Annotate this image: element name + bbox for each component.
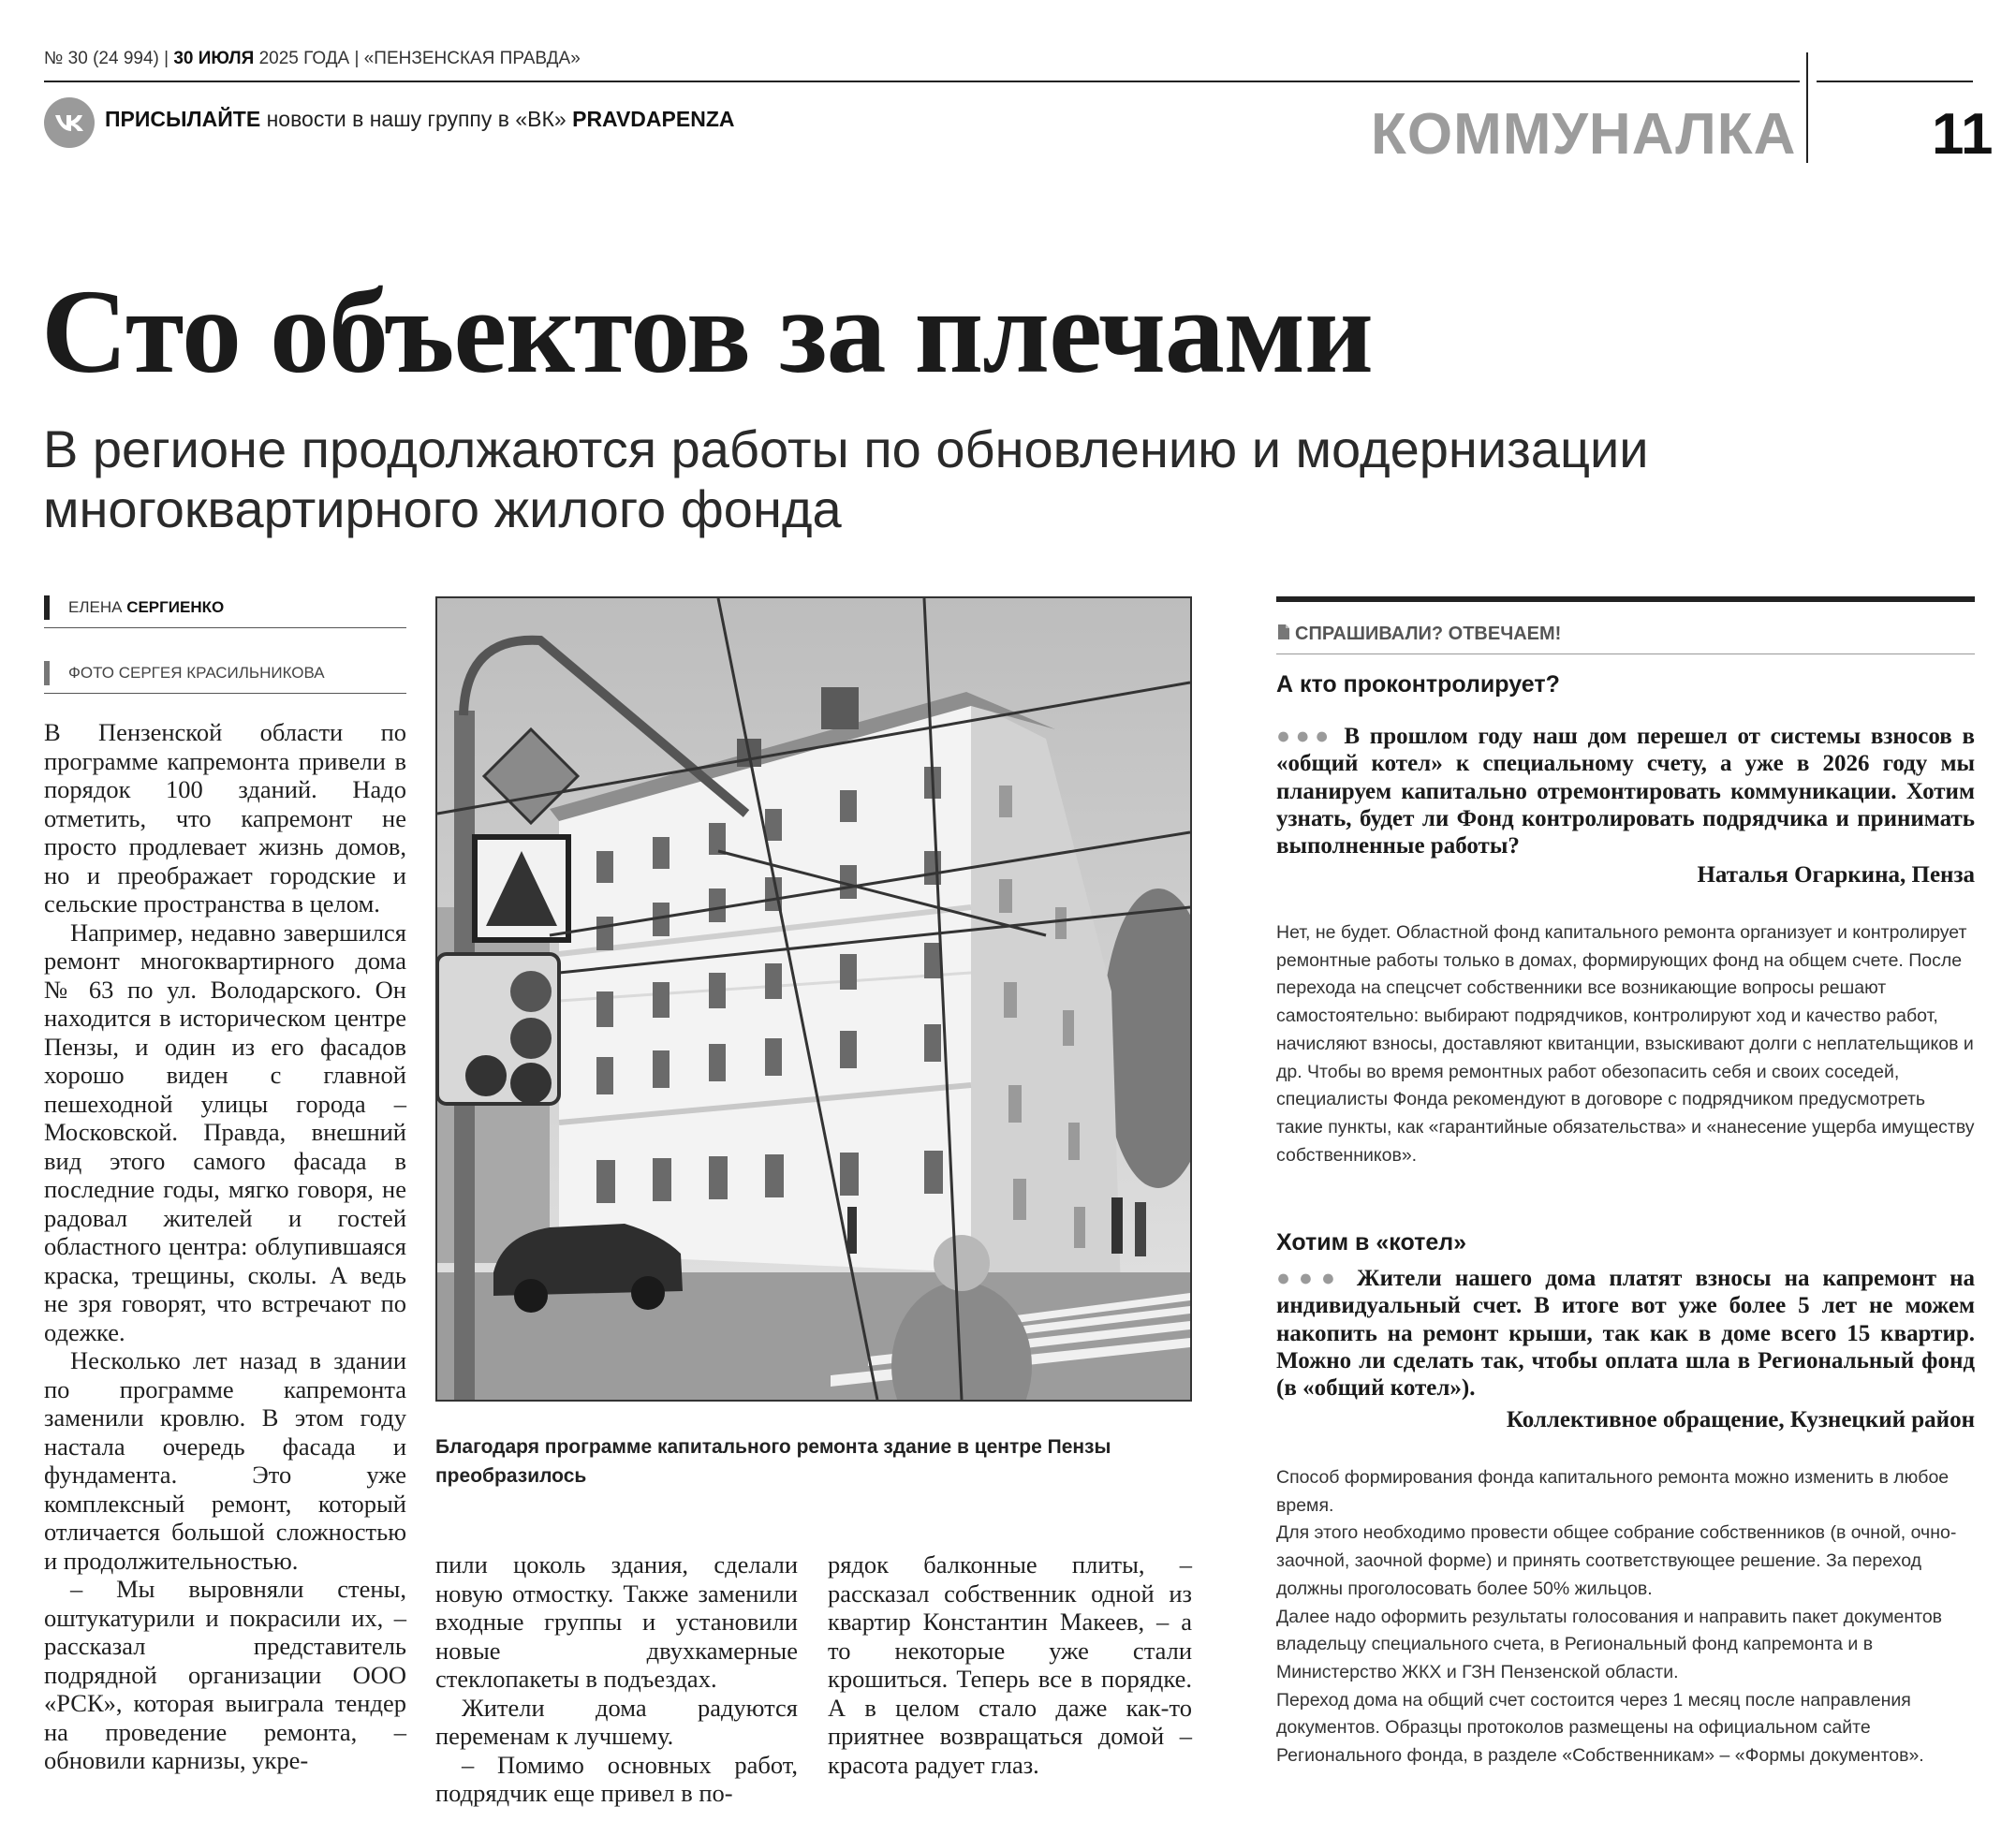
qa-tag-label: СПРАШИВАЛИ? ОТВЕЧАЕМ! xyxy=(1295,624,1562,644)
answer-2 xyxy=(1276,1464,1975,1770)
vk-icon[interactable] xyxy=(44,97,95,148)
header-rule xyxy=(44,81,1800,82)
author-byline xyxy=(44,595,224,620)
question-2-title: Хотим в «котел» xyxy=(1276,1229,1467,1256)
qa-top-rule xyxy=(1276,596,1975,602)
question-1-title: А кто проконтролирует? xyxy=(1276,671,1560,698)
photo-caption: Благодаря программе капитального ремонта здание в центре Пензы преобразилось xyxy=(435,1436,1111,1487)
paragraph: Несколько лет назад в здании по программе капремонта заменили кровлю. В этом году настала очередь фасада и фундамента. Это уже комплексный ремонт, который отличается большой сложностью и продолжительностью. xyxy=(44,1346,406,1575)
paragraph: – Мы выровняли стены, оштукатурили и покрасили их, – рассказал представитель подрядной организации ООО «РСК», которая выиграла тендер на проведение ремонта, – обновили карнизы, укре- xyxy=(44,1575,406,1774)
credit-rule xyxy=(44,693,406,694)
question-1-signature: Наталья Огаркина, Пенза xyxy=(1697,862,1975,888)
byline-rule xyxy=(44,627,406,628)
qa-section-tag xyxy=(1278,624,1561,645)
bullet-dots-icon: ●●● xyxy=(1276,724,1334,749)
answer-2-paragraph: Переход дома на общий счет состоится через 1 месяц после направления документов. Образцы протоколов размещены на официальном сайте Регионального фонда, в разделе «Собственникам» – «Формы документов». xyxy=(1276,1689,1924,1767)
issue-line: № 30 (24 994) | 30 ИЮЛЯ 2025 ГОДА | «ПЕНЗЕНСКАЯ ПРАВДА» xyxy=(44,49,581,68)
question-1-body: В прошлом году наш дом перешел от системы взносов в «общий котел» к специальному счету, а уже в 2026 году мы планируем капитально отремонтировать коммуникации. Хотим узнать, будет ли Фонд контролировать подрядчика и принимать выполненные работы? xyxy=(1276,724,1975,859)
paragraph: Жители дома радуются переменам к лучшему. xyxy=(435,1693,798,1750)
question-2-body: Жители нашего дома платят взносы на капремонт на индивидуальный счет. В итоге вот уже более 5 лет не можем накопить на ремонт крыши, так как в доме всего 15 квартир. Можно ли сделать так, чтобы оплата шла в Региональный фонд (в «общий котел»). xyxy=(1276,1266,1976,1402)
vk-logo-glyph xyxy=(53,112,85,133)
article-column-1 xyxy=(44,718,406,1775)
author-first-name: ЕЛЕНА xyxy=(68,598,127,616)
answer-2-paragraph: Для этого необходимо провести общее собрание собственников (в очной, очно-заочной, заочной форме) и принять соответствующее решение. За переход должны проголосовать более 50% жильцов. xyxy=(1276,1522,1957,1599)
header-rule-right xyxy=(1817,81,1973,82)
paragraph: – Помимо основных работ, подрядчик еще привел в по- xyxy=(435,1750,798,1807)
building-illustration xyxy=(437,598,1190,1400)
paragraph: В Пензенской области по программе капремонта привели в порядок 100 зданий. Надо отметить, что капремонт не просто продлевает жизнь домов, но и преображает городские и сельские пространства в целом. xyxy=(44,718,406,918)
vk-promo xyxy=(105,107,734,132)
photo-credit: ФОТО СЕРГЕЯ КРАСИЛЬНИКОВА xyxy=(44,661,325,685)
article-photo xyxy=(435,596,1192,1402)
paragraph: пили цоколь здания, сделали новую отмостку. Также заменили входные группы и установили новые двухкамерные стеклопакеты в подъездах. xyxy=(435,1550,798,1693)
page-number: 11 xyxy=(1932,102,1994,167)
paragraph: Например, недавно завершился ремонт многоквартирного дома № 63 по ул. Володарского. Он находится в историческом центре Пензы, и один из его фасадов хорошо виден с главной пешеходной улицы города – Московской. Правда, внешний вид этого самого фасада в последние годы, мягко говоря, не радовал жителей и гостей областного центра: облупившаяся краска, трещины, сколы. А ведь не зря говорят, что встречают по одежке. xyxy=(44,918,406,1346)
author-last-name: СЕРГИЕНКО xyxy=(126,598,225,616)
issue-year: 2025 ГОДА xyxy=(258,49,350,68)
article-column-2 xyxy=(435,1550,798,1808)
vk-group-link[interactable]: PRAVDAPENZA xyxy=(572,107,735,131)
question-2-signature: Коллективное обращение, Кузнецкий район xyxy=(1506,1407,1975,1432)
issue-date: 30 ИЮЛЯ xyxy=(173,49,255,68)
article-column-3 xyxy=(828,1550,1192,1779)
question-2-text xyxy=(1276,1265,1975,1402)
document-icon xyxy=(1278,624,1289,645)
header-separator xyxy=(1806,52,1808,163)
issue-number: № 30 (24 994) xyxy=(44,49,159,68)
vk-promo-strong: ПРИСЫЛАЙТЕ xyxy=(105,107,261,131)
answer-2-paragraph: Способ формирования фонда капитального ремонта можно изменить в любое время. xyxy=(1276,1467,1950,1516)
section-title: КОММУНАЛКА xyxy=(1371,102,1797,167)
bullet-dots-icon: ●●● xyxy=(1276,1266,1344,1291)
answer-1: Нет, не будет. Областной фонд капитального ремонта организует и контролирует ремонтные работы только в домах, формирующих фонд на общем счете. После перехода на спецсчет собственники все возникающие вопросы решают самостоятельно: выбирают подрядчиков, контролируют ход и качество работ, начисляют взносы, доставляют квитанции, взыскивают долги с неплательщиков и др. Чтобы во время ремонтных работ обезопасить себя и своих соседей, специалисты Фонда рекомендуют в договоре с подрядчиком предусмотреть такие пункты, как «гарантийные обязательства» и «нанесение ущерба имуществу собственников». xyxy=(1276,922,1975,1166)
paragraph: рядок балконные плиты, – рассказал собственник одной из квартир Константин Макеев, – а то некоторые уже стали крошиться. Теперь все в порядке. А в целом стало даже как-то приятнее возвращаться домой – красота радует глаз. xyxy=(828,1550,1192,1779)
article-subheadline: В регионе продолжаются работы по обновлению и модернизации многоквартирного жилого фонда xyxy=(43,419,1649,538)
article-headline: Сто объектов за плечами xyxy=(41,265,1373,398)
vk-promo-text: новости в нашу группу в «ВК» xyxy=(260,107,573,131)
newspaper-name: «ПЕНЗЕНСКАЯ ПРАВДА» xyxy=(363,49,581,68)
question-1-text xyxy=(1276,723,1975,859)
answer-2-paragraph: Далее надо оформить результаты голосования и направить пакет документов владельцу специального счета, в Региональный фонд капремонта и в Министерство ЖКХ и ГЗН Пензенской области. xyxy=(1276,1606,1943,1682)
